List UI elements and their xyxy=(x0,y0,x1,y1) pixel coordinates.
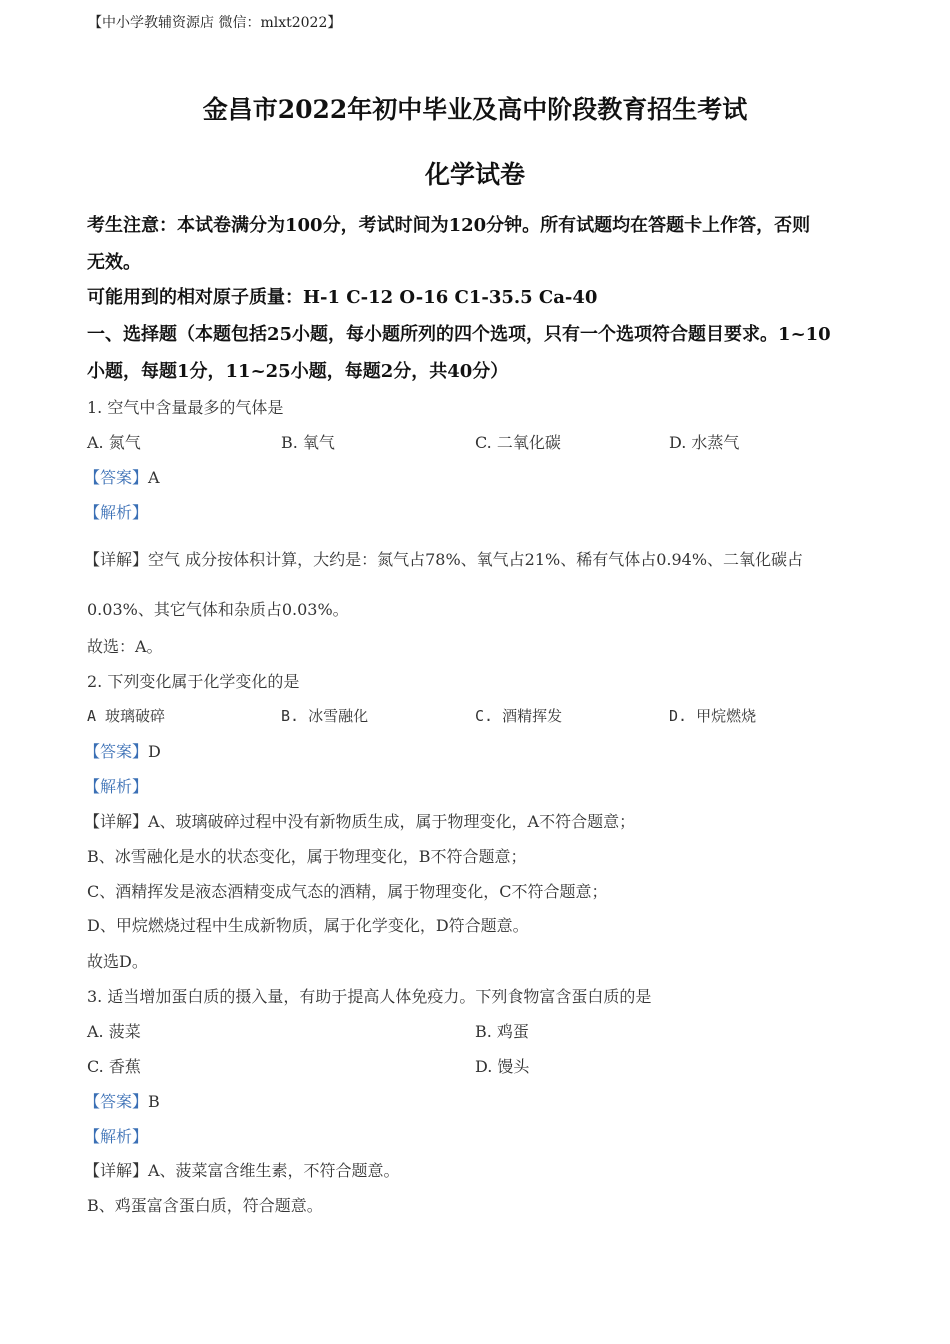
q3-detail-line-2: B、鸡蛋富含蛋白质，符合题意。 xyxy=(87,1196,323,1215)
exam-subtitle: 化学试卷 xyxy=(424,160,525,189)
q2-option-b: B. 冰雪融化 xyxy=(281,707,369,725)
question-2-stem: 2. 下列变化属于化学变化的是 xyxy=(87,672,300,691)
section-heading-line-2: 小题，每题1分，11~25小题，每题2分，共40分） xyxy=(87,361,509,382)
q2-detail-line-1: 【详解】A、玻璃破碎过程中没有新物质生成，属于物理变化，A不符合题意； xyxy=(84,812,636,831)
q1-detail-line-1: 【详解】空气 成分按体积计算，大约是：氮气占78%、氧气占21%、稀有气体占0.94%、二氧化碳占 xyxy=(84,550,804,569)
question-1-stem: 1. 空气中含量最多的气体是 xyxy=(87,398,284,417)
answer-label: 【答案】 xyxy=(84,468,149,487)
q1-option-b: B. 氧气 xyxy=(281,433,335,452)
answer-label: 【答案】 xyxy=(84,1092,149,1111)
q2-option-a: A 玻璃破碎 xyxy=(87,707,166,725)
q2-detail-line-2: B、冰雪融化是水的状态变化，属于物理变化，B不符合题意； xyxy=(87,847,527,866)
header-note: 【中小学教辅资源店 微信：mlxt2022】 xyxy=(88,15,342,31)
q3-option-b: B. 鸡蛋 xyxy=(475,1022,529,1041)
q2-option-c: C. 酒精挥发 xyxy=(475,707,563,725)
q2-conclusion: 故选D。 xyxy=(87,952,148,971)
q2-analysis-label: 【解析】 xyxy=(84,777,149,796)
q2-answer-value: D xyxy=(148,742,161,761)
q2-detail-line-4: D、甲烷燃烧过程中生成新物质，属于化学变化，D符合题意。 xyxy=(87,916,529,935)
answer-label: 【答案】 xyxy=(84,742,149,761)
notice-line-2: 无效。 xyxy=(87,252,141,273)
q3-option-c: C. 香蕉 xyxy=(87,1057,141,1076)
q2-option-d: D. 甲烷燃烧 xyxy=(669,707,757,725)
q1-answer xyxy=(84,465,160,488)
q1-conclusion: 故选：A。 xyxy=(87,637,163,656)
q1-option-c: C. 二氧化碳 xyxy=(475,433,561,452)
q1-detail-line-2: 0.03%、其它气体和杂质占0.03%。 xyxy=(87,600,349,619)
atomic-mass-line: 可能用到的相对原子质量：H-1 C-12 O-16 C1-35.5 Ca-40 xyxy=(87,287,598,308)
q2-detail-line-3: C、酒精挥发是液态酒精变成气态的酒精，属于物理变化，C不符合题意； xyxy=(87,882,608,901)
q3-option-a: A. 菠菜 xyxy=(87,1022,141,1041)
section-heading-line-1: 一、选择题（本题包括25小题，每小题所列的四个选项，只有一个选项符合题目要求。1~10 xyxy=(87,324,831,345)
q1-option-a: A. 氮气 xyxy=(87,433,141,452)
q1-option-d: D. 水蒸气 xyxy=(669,433,740,452)
q3-answer-value: B xyxy=(148,1092,160,1111)
q3-analysis-label: 【解析】 xyxy=(84,1127,149,1146)
notice-line-1: 考生注意：本试卷满分为100分，考试时间为120分钟。所有试题均在答题卡上作答，否则 xyxy=(87,215,811,236)
q2-answer xyxy=(84,739,161,762)
exam-title: 金昌市2022年初中毕业及高中阶段教育招生考试 xyxy=(202,95,748,124)
q3-option-d: D. 馒头 xyxy=(475,1057,530,1076)
question-3-stem: 3. 适当增加蛋白质的摄入量，有助于提高人体免疫力。下列食物富含蛋白质的是 xyxy=(87,987,652,1006)
q3-detail-line-1: 【详解】A、菠菜富含维生素，不符合题意。 xyxy=(84,1161,400,1180)
q1-answer-value: A xyxy=(148,468,160,487)
q3-answer xyxy=(84,1089,160,1112)
q1-analysis-label: 【解析】 xyxy=(84,503,149,522)
